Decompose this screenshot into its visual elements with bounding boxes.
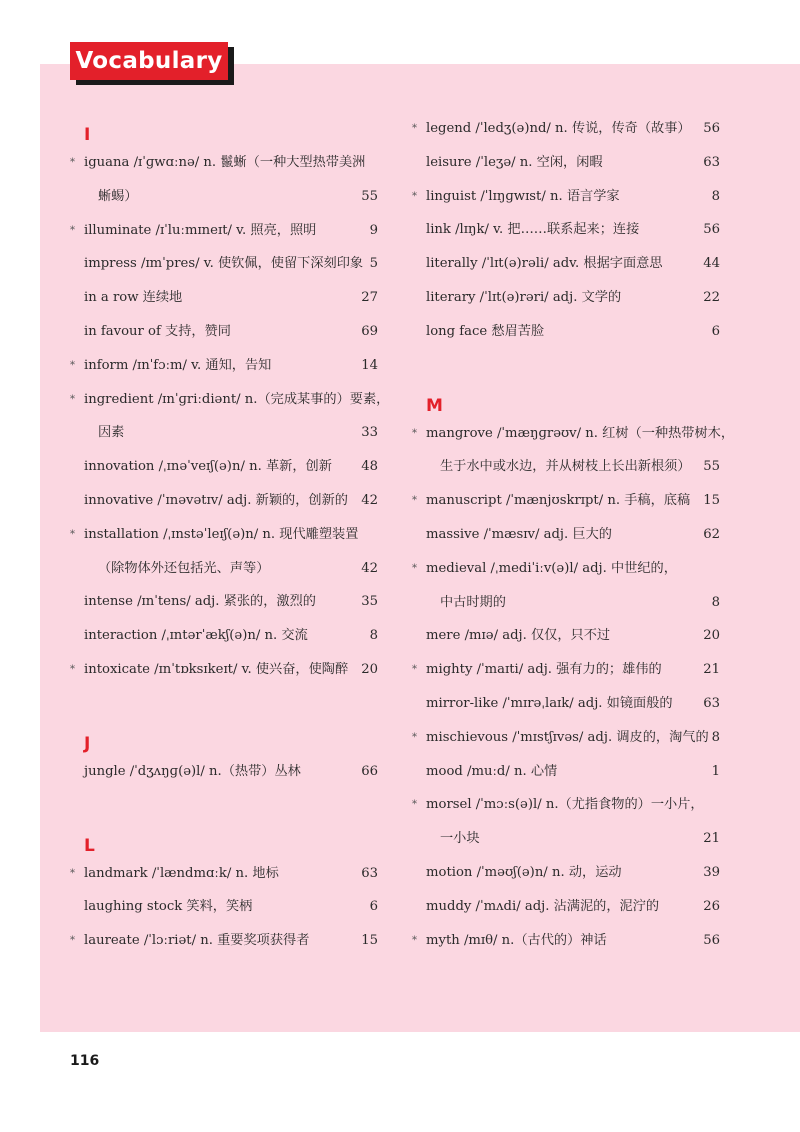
entry-text: mischievous /ˈmɪstʃɪvəs/ adj. 调皮的，淘气的 <box>426 729 709 745</box>
entry-text: installation /ˌɪnstəˈleɪʃ(ə)n/ n. 现代雕塑装置 <box>84 526 359 542</box>
entry-line <box>412 619 720 653</box>
entry-line <box>70 180 378 214</box>
entry-page-number: 8 <box>369 628 378 644</box>
entry-page-number: 14 <box>361 357 378 373</box>
vocab-entry <box>412 281 720 315</box>
starred-word-marker-icon: * <box>70 528 75 540</box>
vocab-entry <box>412 788 720 856</box>
entry-line <box>70 755 378 789</box>
entry-text: massive /ˈmæsɪv/ adj. 巨大的 <box>426 526 612 542</box>
starred-word-marker-icon: * <box>70 359 75 371</box>
entry-text: in favour of 支持，赞同 <box>84 323 231 339</box>
entry-line <box>412 721 720 755</box>
entry-page-number: 21 <box>703 662 720 678</box>
entry-line <box>412 146 720 180</box>
entry-line <box>412 112 720 146</box>
entry-text: jungle /ˈdʒʌŋɡ(ə)l/ n.（热带）丛林 <box>84 763 301 779</box>
entry-text: laureate /ˈlɔːriət/ n. 重要奖项获得者 <box>84 933 310 949</box>
entry-page-number: 22 <box>703 289 720 305</box>
entry-page-number: 42 <box>361 560 378 576</box>
entry-text: motion /ˈməʊʃ(ə)n/ n. 动，运动 <box>426 864 622 880</box>
entry-line <box>70 653 378 687</box>
starred-word-marker-icon: * <box>412 664 417 676</box>
entry-text: 生于水中或水边，并从树枝上长出新根须） <box>440 459 691 475</box>
vocab-entry <box>412 856 720 890</box>
entry-line <box>70 619 378 653</box>
section-gap <box>70 687 378 721</box>
vocab-entry <box>412 687 720 721</box>
vocab-entry <box>412 112 720 146</box>
left-column <box>70 112 390 958</box>
starred-word-marker-icon: * <box>70 157 75 168</box>
entry-page-number: 55 <box>703 459 720 475</box>
entry-page-number: 5 <box>369 256 378 272</box>
vocab-entry <box>70 450 378 484</box>
entry-text: intoxicate /ɪnˈtɒksɪkeɪt/ v. 使兴奋，使陶醉 <box>84 661 349 677</box>
vocab-entry <box>70 383 390 451</box>
page-heading: Vocabulary <box>70 42 228 80</box>
vocab-entry <box>70 484 378 518</box>
entry-page-number: 66 <box>361 763 378 779</box>
entry-text: （除物体外还包括光、声等） <box>98 560 270 576</box>
starred-word-marker-icon: * <box>412 123 417 134</box>
vocab-entry <box>412 924 720 958</box>
vocab-entry <box>70 924 378 958</box>
right-column <box>412 112 735 957</box>
entry-page-number: 69 <box>361 323 378 339</box>
entry-line <box>412 552 720 586</box>
entry-text: intense /ɪnˈtens/ adj. 紧张的，激烈的 <box>84 594 316 610</box>
entry-page-number: 63 <box>361 865 378 881</box>
vocab-entry <box>70 755 378 789</box>
vocab-entry <box>412 180 720 214</box>
entry-page-number: 62 <box>703 526 720 542</box>
section-letter: J <box>84 733 91 754</box>
entry-page-number: 6 <box>369 899 378 915</box>
vocab-entry <box>412 417 735 485</box>
entry-page-number: 15 <box>703 493 720 509</box>
entry-line <box>70 416 378 450</box>
entry-line <box>70 924 378 958</box>
entry-page-number: 1 <box>711 763 720 779</box>
entry-line <box>70 247 378 281</box>
entry-text: leisure /ˈleʒə/ n. 空闲，闲暇 <box>426 154 603 170</box>
entry-text: legend /ˈledʒ(ə)nd/ n. 传说，传奇（故事） <box>426 121 691 136</box>
entry-line <box>70 281 378 315</box>
entry-line <box>412 247 720 281</box>
vocab-entry <box>70 585 378 619</box>
entry-text: 中古时期的 <box>440 594 506 610</box>
entry-text: 一小块 <box>440 831 480 847</box>
entry-line <box>70 552 378 586</box>
entry-page-number: 9 <box>369 222 378 238</box>
entry-page-number: 63 <box>703 154 720 170</box>
entry-line <box>412 687 720 721</box>
vocab-entry <box>70 890 378 924</box>
starred-word-marker-icon: * <box>70 935 75 947</box>
entry-text: literally /ˈlɪt(ə)rəli/ adv. 根据字面意思 <box>426 256 663 272</box>
entry-line <box>70 484 378 518</box>
vocab-entry <box>412 755 720 789</box>
entry-page-number: 39 <box>703 864 720 880</box>
entry-text: impress /ɪmˈpres/ v. 使钦佩，使留下深刻印象 <box>84 256 364 272</box>
entry-text: iguana /ɪˈɡwɑːnə/ n. 鬣蜥（一种大型热带美洲 <box>84 155 366 170</box>
entry-page-number: 56 <box>703 121 720 136</box>
entry-text: morsel /ˈmɔːs(ə)l/ n.（尤指食物的）一小片， <box>426 797 704 813</box>
entry-line <box>70 450 378 484</box>
entry-text: long face 愁眉苦脸 <box>426 323 545 339</box>
section-gap <box>412 349 720 383</box>
entry-text: innovation /ˌɪnəˈveɪʃ(ə)n/ n. 革新，创新 <box>84 459 332 475</box>
entry-page-number: 8 <box>711 188 720 204</box>
vocab-entry <box>412 890 720 924</box>
vocab-entry <box>412 315 720 349</box>
entry-page-number: 15 <box>361 933 378 949</box>
entry-page-number: 56 <box>703 932 720 948</box>
entry-text: mirror-like /ˈmɪrəˌlaɪk/ adj. 如镜面般的 <box>426 695 673 711</box>
entry-text: mighty /ˈmaɪti/ adj. 强有力的；雄伟的 <box>426 662 662 678</box>
page-number: 116 <box>70 1053 100 1069</box>
vocab-entry <box>412 146 720 180</box>
starred-word-marker-icon: * <box>70 867 75 879</box>
entry-text: mangrove /ˈmæŋɡrəʊv/ n. 红树（一种热带树木， <box>426 425 735 441</box>
entry-page-number: 8 <box>711 729 720 745</box>
entry-line <box>412 822 720 856</box>
vocab-entry <box>70 518 378 586</box>
entry-page-number: 55 <box>361 188 378 204</box>
entry-text: interaction /ˌɪntərˈækʃ(ə)n/ n. 交流 <box>84 628 308 644</box>
entry-line <box>412 281 720 315</box>
entry-line <box>412 315 720 349</box>
entry-text: 因素 <box>98 425 125 441</box>
section-letter: I <box>84 125 91 145</box>
entry-text: link /lɪŋk/ v. 把……联系起来；连接 <box>426 222 640 238</box>
entry-text: in a row 连续地 <box>84 290 183 306</box>
entry-text: literary /ˈlɪt(ə)rəri/ adj. 文学的 <box>426 289 622 305</box>
entry-line <box>70 890 378 924</box>
entry-page-number: 21 <box>703 831 720 847</box>
entry-line <box>412 924 720 958</box>
entry-page-number: 63 <box>703 695 720 711</box>
entry-line <box>412 450 720 484</box>
vocab-entry <box>70 281 378 315</box>
entry-text: 蜥蜴） <box>98 188 138 204</box>
entry-text: mood /muːd/ n. 心情 <box>426 763 558 779</box>
starred-word-marker-icon: * <box>412 934 417 946</box>
vocab-entry <box>412 484 720 518</box>
entry-line <box>70 518 378 552</box>
entry-line <box>70 857 378 891</box>
entry-text: innovative /ˈɪnəvətɪv/ adj. 新颖的，创新的 <box>84 492 348 508</box>
vocab-entry <box>70 857 378 891</box>
starred-word-marker-icon: * <box>412 495 417 507</box>
entry-line <box>412 890 720 924</box>
entry-page-number: 8 <box>711 594 720 610</box>
entry-page-number: 35 <box>361 594 378 610</box>
vocab-entry <box>412 247 720 281</box>
vocab-entry <box>70 315 378 349</box>
entry-text: muddy /ˈmʌdi/ adj. 沾满泥的，泥泞的 <box>426 898 660 914</box>
entry-page-number: 48 <box>361 459 378 475</box>
entry-line <box>412 755 720 789</box>
entry-text: medieval /ˌmediˈiːv(ə)l/ adj. 中世纪的， <box>426 560 677 576</box>
entry-text: illuminate /ɪˈluːmɪneɪt/ v. 照亮，照明 <box>84 222 317 238</box>
entry-text: landmark /ˈlændmɑːk/ n. 地标 <box>84 865 279 881</box>
starred-word-marker-icon: * <box>70 663 75 675</box>
vocab-entry <box>412 653 720 687</box>
entry-line <box>412 180 720 214</box>
vocab-entry <box>70 146 378 214</box>
vocab-entry <box>70 619 378 653</box>
entry-line <box>412 586 720 620</box>
entry-page-number: 20 <box>361 661 378 677</box>
entry-page-number: 26 <box>703 898 720 914</box>
vocab-entry <box>70 214 378 248</box>
vocab-entry <box>412 518 720 552</box>
entry-line <box>412 417 735 451</box>
entry-page-number: 42 <box>361 492 378 508</box>
entry-page-number: 33 <box>361 425 378 441</box>
starred-word-marker-icon: * <box>412 731 417 743</box>
entry-text: mere /mɪə/ adj. 仅仅，只不过 <box>426 628 611 644</box>
entry-line <box>70 383 390 417</box>
section-gap <box>70 789 378 823</box>
entry-text: manuscript /ˈmænjʊskrɪpt/ n. 手稿，底稿 <box>426 493 691 509</box>
entry-line <box>412 653 720 687</box>
entry-line <box>70 315 378 349</box>
entry-text: inform /ɪnˈfɔːm/ v. 通知，告知 <box>84 357 272 373</box>
vocab-entry <box>70 653 378 687</box>
vocab-entry <box>412 619 720 653</box>
entry-page-number: 44 <box>703 256 720 272</box>
entry-page-number: 27 <box>361 290 378 306</box>
entry-line <box>412 213 720 247</box>
starred-word-marker-icon: * <box>70 224 75 236</box>
entry-line <box>70 214 378 248</box>
entry-line <box>70 585 378 619</box>
starred-word-marker-icon: * <box>412 562 417 574</box>
vocab-entry <box>70 349 378 383</box>
vocab-entry <box>412 213 720 247</box>
entry-line <box>70 146 378 180</box>
starred-word-marker-icon: * <box>412 427 417 439</box>
entry-line <box>412 788 720 822</box>
starred-word-marker-icon: * <box>412 190 417 202</box>
section-letter: M <box>426 395 443 416</box>
vocab-entry <box>412 552 720 620</box>
entry-page-number: 20 <box>703 628 720 644</box>
section-letter: L <box>84 835 95 856</box>
entry-text: myth /mɪθ/ n.（古代的）神话 <box>426 932 607 948</box>
starred-word-marker-icon: * <box>412 799 417 811</box>
vocab-entry <box>70 247 378 281</box>
entry-text: linguist /ˈlɪŋɡwɪst/ n. 语言学家 <box>426 188 620 204</box>
entry-line <box>412 856 720 890</box>
entry-page-number: 6 <box>711 323 720 339</box>
entry-text: ingredient /ɪnˈɡriːdiənt/ n.（完成某事的）要素， <box>84 391 390 407</box>
entry-text: laughing stock 笑料，笑柄 <box>84 899 253 915</box>
entry-line <box>412 518 720 552</box>
vocab-entry <box>412 721 720 755</box>
entry-line <box>412 484 720 518</box>
entry-line <box>70 349 378 383</box>
starred-word-marker-icon: * <box>70 393 75 405</box>
entry-page-number: 56 <box>703 222 720 238</box>
